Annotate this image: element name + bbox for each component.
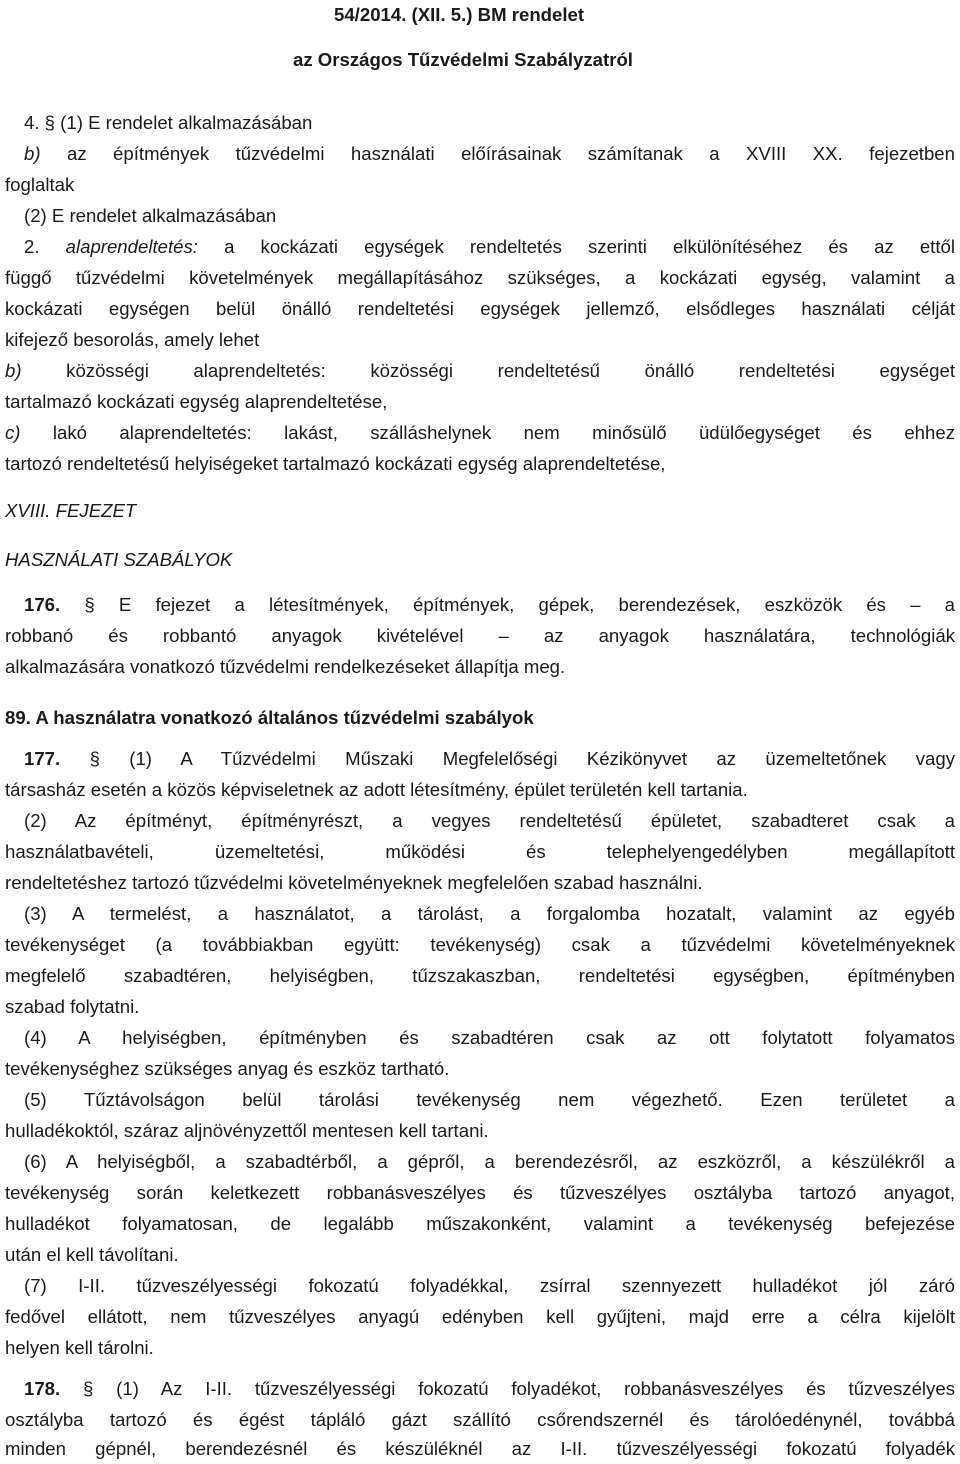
paragraph-text: lakó alaprendeltetés: lakást, szálláshelynek nem minősülő üdülőegységet és ehhez: [20, 422, 955, 443]
paragraph-text: foglaltak: [5, 174, 75, 195]
item-label: b): [5, 360, 22, 381]
paragraph-text: (6) A helyiségből, a szabadtérből, a gépről, a berendezésről, az eszközről, a készülékről a: [24, 1151, 955, 1172]
section-178: [24, 1374, 955, 1404]
paragraph-text: (2) Az építményt, építményrészt, a vegyes rendeltetésű épületet, szabadteret csak a: [24, 810, 955, 831]
paragraph-text: után el kell távolítani.: [5, 1244, 179, 1265]
paragraph-text: (3) A termelést, a használatot, a tárolást, a forgalomba hozatalt, valamint az egyéb: [24, 903, 955, 924]
chapter-title: HASZNÁLATI SZABÁLYOK: [5, 549, 233, 570]
item-label: b): [24, 143, 41, 164]
definition-item-c: [5, 418, 955, 448]
paragraph-text: kifejező besorolás, amely lehet: [5, 329, 260, 350]
section-4-b-line: [24, 139, 955, 169]
paragraph-text: közösségi alaprendeltetés: közösségi rendeltetésű önálló rendeltetési egységet: [21, 360, 955, 381]
paragraph-text: használatbavételi, üzemeltetési, működési és telephelyengedélyben megállapított: [5, 841, 955, 862]
paragraph-text: rendeltetéshez tartozó tűzvédelmi követelményeknek megfelelően szabad használni.: [5, 872, 703, 893]
paragraph-text: helyen kell tárolni.: [5, 1337, 154, 1358]
item-label: c): [5, 422, 21, 443]
section-177: [24, 744, 955, 774]
paragraph-text: tartozó rendeltetésű helyiségeket tartalmazó kockázati egység alaprendeltetése,: [5, 453, 666, 474]
paragraph-text: a kockázati egységek rendeltetés szerinti elkülönítéséhez és az ettől: [197, 236, 955, 257]
paragraph-text: § (1) Az I-II. tűzveszélyességi fokozatú folyadékot, robbanásveszélyes és tűzveszélyes: [60, 1378, 955, 1399]
paragraph-text: szabad folytatni.: [5, 996, 140, 1017]
paragraph-text: (4) A helyiségben, építményben és szabadtéren csak az ott folytatott folyamatos: [24, 1027, 955, 1048]
section-176: [24, 590, 955, 620]
paragraph-text: § (1) A Tűzvédelmi Műszaki Megfelelőségi Kézikönyvet az üzemeltetőnek vagy: [60, 748, 955, 769]
section-4-para-2: (2) E rendelet alkalmazásában: [24, 205, 277, 226]
defined-term: alaprendeltetés:: [65, 236, 198, 257]
document-subtitle: az Országos Tűzvédelmi Szabályzatról: [293, 49, 633, 70]
paragraph-text: robbanó és robbantó anyagok kivételével – az anyagok használatára, technológiák: [5, 625, 955, 646]
section-4-intro: 4. § (1) E rendelet alkalmazásában: [24, 112, 313, 133]
paragraph-text: tartalmazó kockázati egység alaprendeltetése,: [5, 391, 388, 412]
paragraph-text: tevékenységhez szükséges anyag és eszköz tartható.: [5, 1058, 450, 1079]
paragraph-text: az építmények tűzvédelmi használati előírásainak számítanak a XVIII XX. fejezetben: [40, 143, 955, 164]
section-number: 178.: [24, 1378, 61, 1399]
paragraph-text: osztályba tartozó és égést tápláló gázt szállító csőrendszernél és tárolóedénynél, továbbá: [5, 1409, 955, 1430]
paragraph-text: (5) Tűztávolságon belül tárolási tevékenység nem végezhető. Ezen területet a: [24, 1089, 955, 1110]
paragraph-text: hulladékoktól, száraz aljnövényzettől mentesen kell tartani.: [5, 1120, 489, 1141]
paragraph-text: függő tűzvédelmi követelmények megállapításához szükséges, a kockázati egység, valamint a: [5, 267, 955, 288]
paragraph-text: társasház esetén a közös képviseletnek az adott létesítmény, épület területén kell tartania.: [5, 779, 748, 800]
paragraph-text: (7) I-II. tűzveszélyességi fokozatú folyadékkal, zsírral szennyezett hulladékot jól záró: [24, 1275, 955, 1296]
definition-item-b: [5, 356, 955, 386]
paragraph-text: alkalmazására vonatkozó tűzvédelmi rendelkezéseket állapítja meg.: [5, 656, 566, 677]
paragraph-text: minden gépnél, berendezésnél és készüléknél az I-II. tűzveszélyességi fokozatú folyadék: [5, 1438, 955, 1459]
paragraph-text: kockázati egységen belül önálló rendeltetési egységek jellemző, elsődleges használati célját: [5, 298, 955, 319]
subsection-heading: 89. A használatra vonatkozó általános tűzvédelmi szabályok: [5, 707, 534, 728]
paragraph-text: hulladékot folyamatosan, de legalább műszakonként, valamint a tevékenység befejezése: [5, 1213, 955, 1234]
document-title: 54/2014. (XII. 5.) BM rendelet: [334, 4, 585, 25]
paragraph-text: megfelelő szabadtéren, helyiségben, tűzszakaszban, rendeltetési egységben, építményben: [5, 965, 955, 986]
paragraph-text: fedővel ellátott, nem tűzveszélyes anyagú edényben kell gyűjteni, majd erre a célra kijelölt: [5, 1306, 955, 1327]
section-number: 177.: [24, 748, 61, 769]
paragraph-text: tevékenység során keletkezett robbanásveszélyes és tűzveszélyes osztályba tartozó anyagot,: [5, 1182, 955, 1203]
section-number: 176.: [24, 594, 61, 615]
paragraph-text: § E fejezet a létesítmények, építmények, gépek, berendezések, eszközök és – a: [60, 594, 955, 615]
definition-line: [24, 232, 955, 262]
item-number: 2.: [24, 236, 66, 257]
chapter-number: XVIII. FEJEZET: [5, 500, 137, 521]
paragraph-text: tevékenységet (a továbbiakban együtt: tevékenység) csak a tűzvédelmi követelményeknek: [5, 934, 955, 955]
